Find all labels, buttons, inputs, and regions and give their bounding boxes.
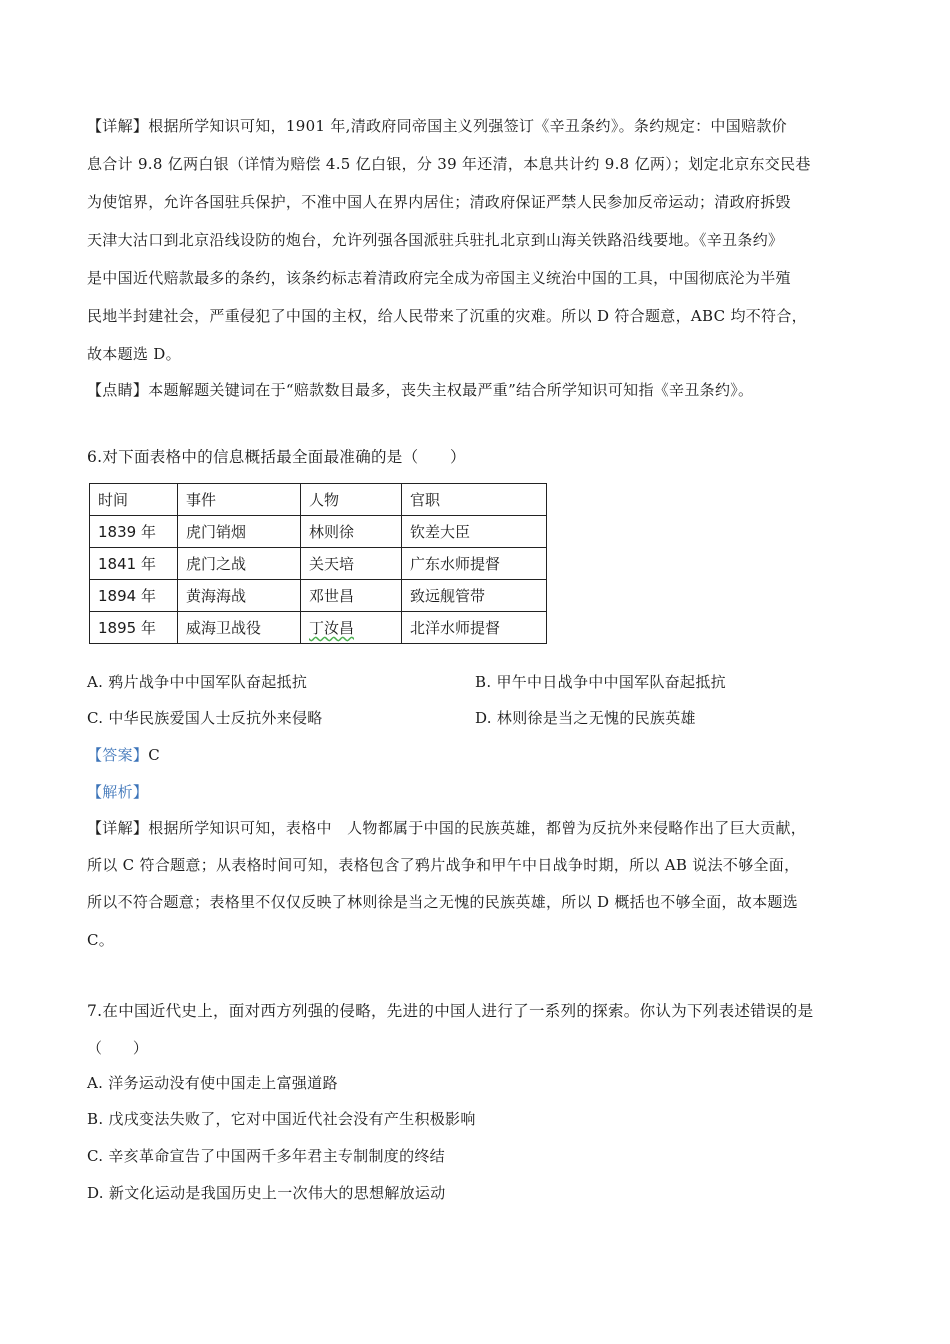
table-cell-text: 丁汝昌: [309, 619, 355, 637]
table-cell: 威海卫战役: [178, 612, 301, 644]
table-cell: 关天培: [301, 548, 402, 580]
q6-detail-line-1: 【详解】根据所学知识可知，表格中 人物都属于中国的民族英雄，都曾为反抗外来侵略作出了巨大贡献，: [87, 819, 807, 837]
table-header-cell: 时间: [90, 484, 178, 516]
table-cell: 黄海海战: [178, 580, 301, 612]
table-row: [90, 516, 547, 548]
table-cell: 广东水师提督: [402, 548, 547, 580]
q6-option-a: A. 鸦片战争中中国军队奋起抵抗: [87, 673, 308, 691]
table-cell: 虎门之战: [178, 548, 301, 580]
q6-analysis-label: 【解析】: [87, 783, 149, 801]
q7-option-d: D. 新文化运动是我国历史上一次伟大的思想解放运动: [87, 1184, 446, 1202]
q6-answer: [87, 745, 160, 765]
q7-option-b: B. 戊戌变法失败了，它对中国近代社会没有产生积极影响: [87, 1110, 476, 1128]
table-cell: 北洋水师提督: [402, 612, 547, 644]
table-row: [90, 548, 547, 580]
q5-detail-line-2: 息合计 9.8 亿两白银（详情为赔偿 4.5 亿白银，分 39 年还清，本息共计约 9.8 亿两）；划定北京东交民巷: [87, 155, 811, 173]
q6-option-b: B. 甲午中日战争中中国军队奋起抵抗: [475, 673, 726, 691]
table-cell: 邓世昌: [301, 580, 402, 612]
table-cell: 虎门销烟: [178, 516, 301, 548]
table-row: [90, 612, 547, 644]
table-cell: [301, 612, 402, 644]
table-header-row: [90, 484, 547, 516]
q6-detail-line-4: C。: [87, 931, 115, 949]
q5-detail-line-1: 【详解】根据所学知识可知，1901 年,清政府同帝国主义列强签订《辛丑条约》。条约规定：中国赔款价: [87, 117, 787, 135]
q7-option-a: A. 洋务运动没有使中国走上富强道路: [87, 1074, 338, 1092]
table-header-cell: 官职: [402, 484, 547, 516]
q5-detail-line-7: 故本题选 D。: [87, 345, 181, 363]
answer-value: C: [148, 746, 160, 764]
q6-detail-line-2: 所以 C 符合题意；从表格时间可知，表格包含了鸦片战争和甲午中日战争时期，所以 AB 说法不够全面，: [87, 856, 800, 874]
q6-info-table: [89, 483, 547, 644]
table-header-cell: 人物: [301, 484, 402, 516]
q6-stem: 6.对下面表格中的信息概括最全面最准确的是（ ）: [87, 448, 466, 466]
q7-stem: 7.在中国近代史上，面对西方列强的侵略，先进的中国人进行了一系列的探索。你认为下列表述错误的是: [87, 1002, 814, 1020]
q5-comment: 【点睛】本题解题关键词在于“赔款数目最多，丧失主权最严重”结合所学知识可知指《辛丑条约》。: [87, 381, 754, 399]
q6-option-c: C. 中华民族爱国人士反抗外来侵略: [87, 709, 323, 727]
q5-detail-line-4: 天津大沽口到北京沿线设防的炮台，允许列强各国派驻兵驻扎北京到山海关铁路沿线要地。《辛丑条约》: [87, 231, 784, 249]
q7-option-c: C. 辛亥革命宣告了中国两千多年君主专制制度的终结: [87, 1147, 445, 1165]
q6-option-d: D. 林则徐是当之无愧的民族英雄: [475, 709, 696, 727]
q6-detail-line-3: 所以不符合题意；表格里不仅仅反映了林则徐是当之无愧的民族英雄，所以 D 概括也不够全面，故本题选: [87, 893, 798, 911]
table-cell: 1841 年: [90, 548, 178, 580]
q5-detail-line-5: 是中国近代赔款最多的条约，该条约标志着清政府完全成为帝国主义统治中国的工具，中国彻底沦为半殖: [87, 269, 791, 287]
answer-label: 【答案】: [87, 746, 149, 764]
table-cell: 1894 年: [90, 580, 178, 612]
table-cell: 1895 年: [90, 612, 178, 644]
table-cell: 林则徐: [301, 516, 402, 548]
table-row: [90, 580, 547, 612]
table-cell: 1839 年: [90, 516, 178, 548]
table-cell: 钦差大臣: [402, 516, 547, 548]
q5-detail-line-6: 民地半封建社会，严重侵犯了中国的主权，给人民带来了沉重的灾难。所以 D 符合题意，ABC 均不符合，: [87, 307, 807, 325]
table-header-cell: 事件: [178, 484, 301, 516]
q5-detail-line-3: 为使馆界，允许各国驻兵保护，不准中国人在界内居住；清政府保证严禁人民参加反帝运动；清政府拆毁: [87, 193, 791, 211]
q7-stem-paren: （ ）: [87, 1039, 149, 1057]
table-cell: 致远舰管带: [402, 580, 547, 612]
